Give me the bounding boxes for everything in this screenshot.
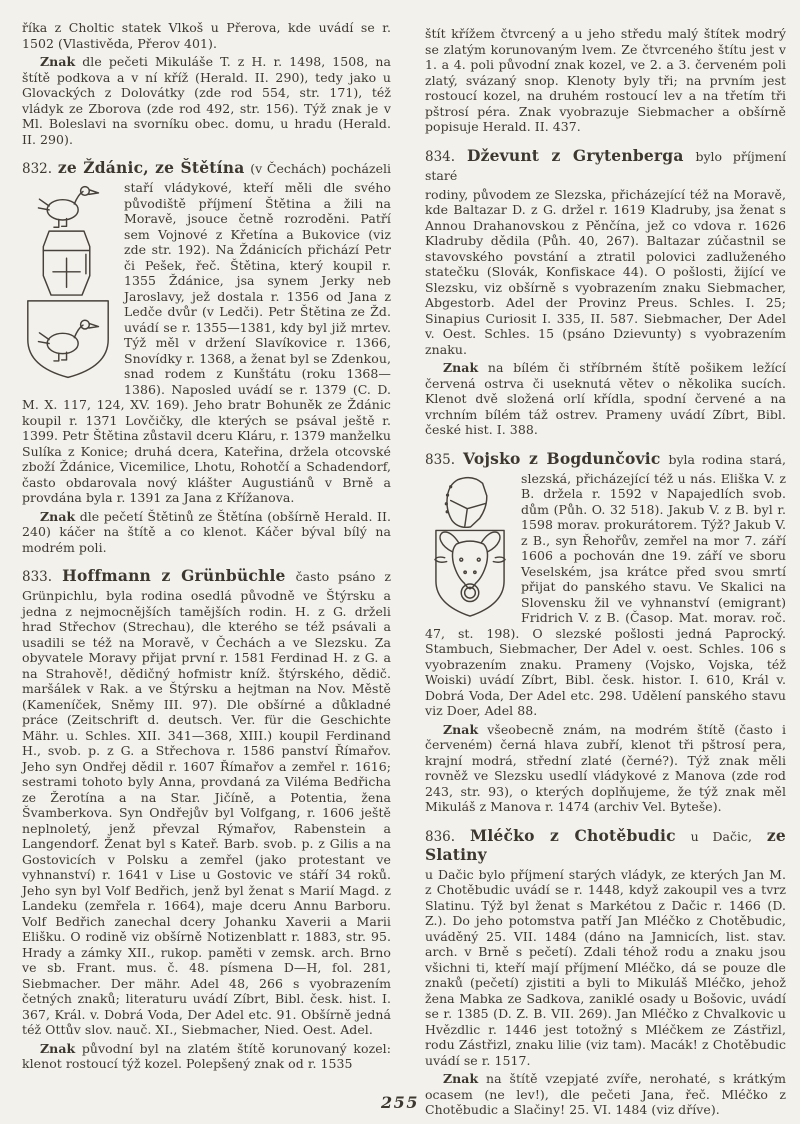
znak-text: na štítě vzepjaté zvíře, nerohaté, s krátkým ocasem (ne lev!), dle pečeti Jana, řeč. Mléčko z Chotěbudic a Slačiny! 25. VI. 1484 (viz dříve). <box>424 1071 786 1117</box>
entry-834-heading <box>425 146 786 184</box>
blazon-paragraph-832 <box>22 509 391 556</box>
entry-836-body <box>425 867 786 1069</box>
blazon-paragraph-833 <box>22 1041 391 1072</box>
znak-label: Znak <box>442 360 479 375</box>
znak-text: dle pečetí Štětinů ze Štětína (obšírně Herald. II. 240) káčer na štítě a co klenot. Káčer býval bílý na modrém poli. <box>22 508 391 555</box>
entry-body-text: u Dačic bylo příjmení starých vládyk, ze kterých Jan M. z Chotěbudic uvádí se r. 1448, když zakoupil ves a tvrz Slatinu. Týž byl ženat s Markétou z Dačic r. 1466 (D. Z.). Do jeho potomstva patří Jan Mléčko z Chotěbudic, uváděný 25. VII. 1484 (dáno na Jamnicích, list. stav. arch. v Brně s pečetí). Zdali téhož rodu a znaku jsou všichni ti, kteří mají příjmení Mléčko, dá se pouze dle znaků (pečetí) zjistiti a byli to Mikuláš Mléčko, jehož žena Mabka ze Sadkova, zaniklé osady u Bošovic, uvádí se r. 1385 (D. Z. B. VII. 269). Jan Mléčko z Chvalkovic u Hvězdlic r. 1446 jest totožný s Mléčkem ze Zástřizl, rodu Zástřizl, znaku lilie (viz tam). Macák! z Chotěbudic uvádí se r. 1517. <box>424 866 786 1068</box>
left-column <box>22 20 391 1121</box>
entry-833-body <box>22 588 391 1038</box>
entry-835-heading <box>425 449 786 468</box>
znak-label: Znak <box>40 508 76 524</box>
entry-833-heading <box>22 566 391 585</box>
entry-heading-suffix: (v Čechách) pocházeli <box>250 161 391 176</box>
entry-title: Hoffmann z Grünbüchle <box>62 566 286 585</box>
entry-body-text: staří vládykové, kteří měli dle svého původiště příjmení Štětina a žili na Moravě, jsouce četně rozroděni. Patří sem Vojnové z Křetína a Bukovice (viz zde str. 192). Na Ždánicích přichází Petr či Pešek, řeč. Štětina, který koupil r. 1355 Ždánice, jsa synem Jerky neb Jaroslavy, jež dostala r. 1356 od Jana z Ledče dvůr (v Ledči). Petr Štětina ze Žd. uvádí se r. 1355—1381, kdy byl již mrtev. Týž měl v držení Slavíkovice r. 1366, Snovídky r. 1368, a ženat byl se Zdenkou, snad rodem z Kunštátu (roku 1368—1386). Naposled uvádí se r. 1379 (C. D. M. X. 117, 124, XV. 169). Jeho bratr Bohuněk ze Ždánic koupil r. 1371 Lovčičky, dle kterých se psával ještě r. 1399. Petr Štětina zůstavil dceru Kláru, r. 1379 manželku Sulíka z Konice; druhá dcera, Kateřina, držela otcovské zboží Ždánice, Vicemilice, Lhotu, Rohotčí a Schadendorf, často obdarovala nový klášter Augustiánů v Brně a provdána byla r. 1391 za Jana z Křížanova. <box>22 180 391 505</box>
entry-body-text: rodiny, původem ze Slezska, přicházející též na Moravě, kde Baltazar D. z G. držel r. 1619 Kladruby, jsa ženat s Annou Drahanovskou z Pěnčína, jež co vdova r. 1626 Kladruby dědila (Půh. 40, 267). Baltazar zúčastnil se stavovského povstání a ztratil polovici zadluženého statečku (Slovák, Konfiskace 44). O pošlosti, žijící ve Slezsku, viz obšírně s vyobrazením znaku Siebmacher, Abgestorb. Adel der Provinz Preus. Schles. I. 25; Sinapius Curiosit I. 335, II. 587. Siebmacher, Der Adel v. Oest. Schles. 15 (psáno Dzievunty) s vyobrazením znaku. <box>424 186 786 357</box>
blazon-paragraph-834 <box>425 360 786 438</box>
entry-heading-midtext: u Dačic, <box>690 828 752 844</box>
stetina-coat-of-arms-illustration <box>22 182 114 382</box>
continuation-paragraph: říka z Choltic statek Vlkoš u Přerova, kde uvádí se r. 1502 (Vlastivěda, Přerov 401). <box>22 20 391 51</box>
entry-number: 835. <box>424 451 456 468</box>
entry-title: Vojsko z Bogdunčovic <box>463 448 661 468</box>
entry-heading-suffix: často psáno z <box>295 569 391 584</box>
entry-heading-suffix: byla rodina stará, <box>668 451 786 467</box>
znak-label: Znak <box>442 1071 479 1086</box>
znak-text: dle pečeti Mikuláše T. z H. r. 1498, 1508, na štítě podkova a v ní kříž (Herald. II. 290), tedy jako u Glovackých z Dolovátky (zde rod 554, str. 171), též vládyk ze Zborova (zde rod 492, str. 156). Týž znak je v Ml. Boleslavi na svorníku obec. domu, u hradu (Herald. II. 290). <box>22 54 391 147</box>
entry-number: 832. <box>22 161 53 177</box>
znak-text: všeobecně znám, na modrém štítě (často i červeném) černá hlava zubří, klenot tři pštrosí pera, krajní modrá, střední zlaté (černé?). Týž znak měli rovněž ve Slezsku usedlí vládykové z Manova (zde rod 243, str. 93), o kterých doplňujeme, že týž znak měl Mikuláš z Manova r. 1474 (archiv Vel. Byteše). <box>424 721 786 814</box>
continuation-paragraph-833: štít křížem čtvrcený a u jeho středu malý štítek modrý se zlatým korunovaným lvem. Ze čtvrceného štítu jest v 1. a 4. poli původní znak kozel, ve 2. a 3. červeném poli zlatý, svázaný snop. Klenoty byly tři; na prvním jest rostoucí kozel, na druhém rostoucí lev a na třetím tři pštrosí péra. Znak vyobrazuje Siebmacher a obšírně popisuje Herald. II. 437. <box>424 26 786 134</box>
znak-label: Znak <box>442 721 479 737</box>
entry-835-body <box>425 471 786 719</box>
entry-number: 836. <box>424 828 456 845</box>
entry-number: 834. <box>424 148 456 165</box>
vojsko-coat-of-arms-illustration <box>431 474 509 620</box>
entry-834-body <box>425 187 786 358</box>
entry-title-2: ze Slatiny <box>424 825 786 864</box>
entry-832-body <box>22 180 391 506</box>
znak-label: Znak <box>40 54 76 69</box>
znak-label: Znak <box>40 1040 76 1056</box>
page-number: 255 <box>381 1093 419 1112</box>
entry-title: Dževunt z Grytenberga <box>466 145 684 165</box>
right-column <box>425 20 786 1121</box>
entry-body-text: Grünpichlu, byla rodina osedlá původně ve Štýrsku a jedna z nejmocnějších tamějších rodin. H. z G. drželi hrad Střechov (Strechau), dle kterého se též psávali a usadili se též na Moravě, v Čechách a ve Slezsku. Za obyvatele Moravy přijat první r. 1581 Ferdinad H. z G. a na Strahově!, dědičný hofmistr kníž. štýrského, dědič. maršálek v Rak. a ve Štýrsku a hejtman na Nov. Městě (Kameníček, Sněmy III. 97). Dle obšírné a důkladné práce (Zeitschrift d. deutsch. Ver. für die Geschichte Mähr. u. Schles. XII. 341—368, XIII.) koupil Ferdinand H., svob. p. z G. a Střechova r. 1586 panství Římařov. Jeho syn Ondřej dědil r. 1607 Římařov a zemřel r. 1616; sestrami tohoto byly Anna, provdaná za Viléma Bedřicha ze Žerotína a na Star. Jičíně, a Potentia, žena Švamberkova. Syn Ondřejův byl Volfgang, r. 1606 ještě neplnoletý, jenž převzal Rýmařov, Rabenstein a Langendorf. Ženat byl s Kateř. Barb. svob. p. z Gilis a na Gostovicích v Polsku a zemřel (jako protestant ve vyhnanství) r. 1641 v Lise u Gostovic ve stáří 34 roků. Jeho syn byl Volf Bedřich, jenž byl ženat s Marií Magd. z Landeku (zemřela r. 1664), maje dceru Annu Barboru. Volf Bedřich zanechal dcery Johanku Xaverii a Marii Elišku. O rodině viz obšírně Notizenblatt r. 1883, str. 95. Hrady a zámky XII., rukop. paměti v zemsk. arch. Brno ve sb. Frant. mus. č. 48. písmena D—H, fol. 281, Siebmacher. Der mähr. Adel 48, 266 s vyobrazením četných znaků; literaturu uvádí Zíbrt, Bibl. česk. hist. I. 367, Král. v. Dobrá Voda, Der Adel etc. 91. Obšírně jedná též Ottův slov. nauč. XI., Siebmacher, Nied. Oest. Adel. <box>22 588 391 1037</box>
entry-number: 833. <box>22 569 53 585</box>
blazon-paragraph-835 <box>425 722 786 815</box>
entry-832-heading <box>22 158 391 177</box>
entry-title: Mléčko z Chotěbudic <box>469 825 676 845</box>
entry-title: ze Ždánic, ze Štětína <box>57 158 245 177</box>
znak-text: původní byl na zlatém štítě korunovaný kozel: klenot rostoucí týž kozel. Polepšený znak od r. 1535 <box>22 1040 391 1071</box>
entry-heading-suffix: bylo příjmení staré <box>424 148 786 183</box>
blazon-paragraph-831 <box>22 54 391 147</box>
znak-text: na bílém či stříbrném štítě pošikem ležící červená ostrva či useknutá větev o několika sucích. Klenot dvě složená orlí křídla, spodní červené a na vrchním bílém táž ostrev. Prameny uvádí Zíbrt, Bibl. české hist. I. 388. <box>424 360 786 437</box>
entry-body-text: slezská, přicházející též u nás. Eliška V. z B. držela r. 1592 v Napajedlích svob. dům (Půh. O. 32 518). Jakub V. z B. byl r. 1598 morav. prokurátorem. Týž? Jakub V. z B., syn Řehořův, zemřel na mor 7. září 1606 a pochován dne 19. září ve sboru Veselském, jsa krátce před svou smrtí přijat do panského stavu. Ve Skalici na Slovensku žil ve vyhnanství (emigrant) Fridrich V. z B. (Časop. Mat. morav. roč. 47, st. 198). O slezské pošlosti jedná Paprocký. Stambuch, Siebmacher, Der Adel v. oest. Schles. 106 s vyobrazením znaku. Prameny (Vojsko, Vojska, též Woiski) uvádí Zíbrt, Bibl. česk. histor. I. 610, Král v. Dobrá Voda, Der Adel etc. 298. Udělení panského stavu viz Doer, Adel 88. <box>424 470 786 718</box>
entry-836-heading <box>425 826 786 864</box>
